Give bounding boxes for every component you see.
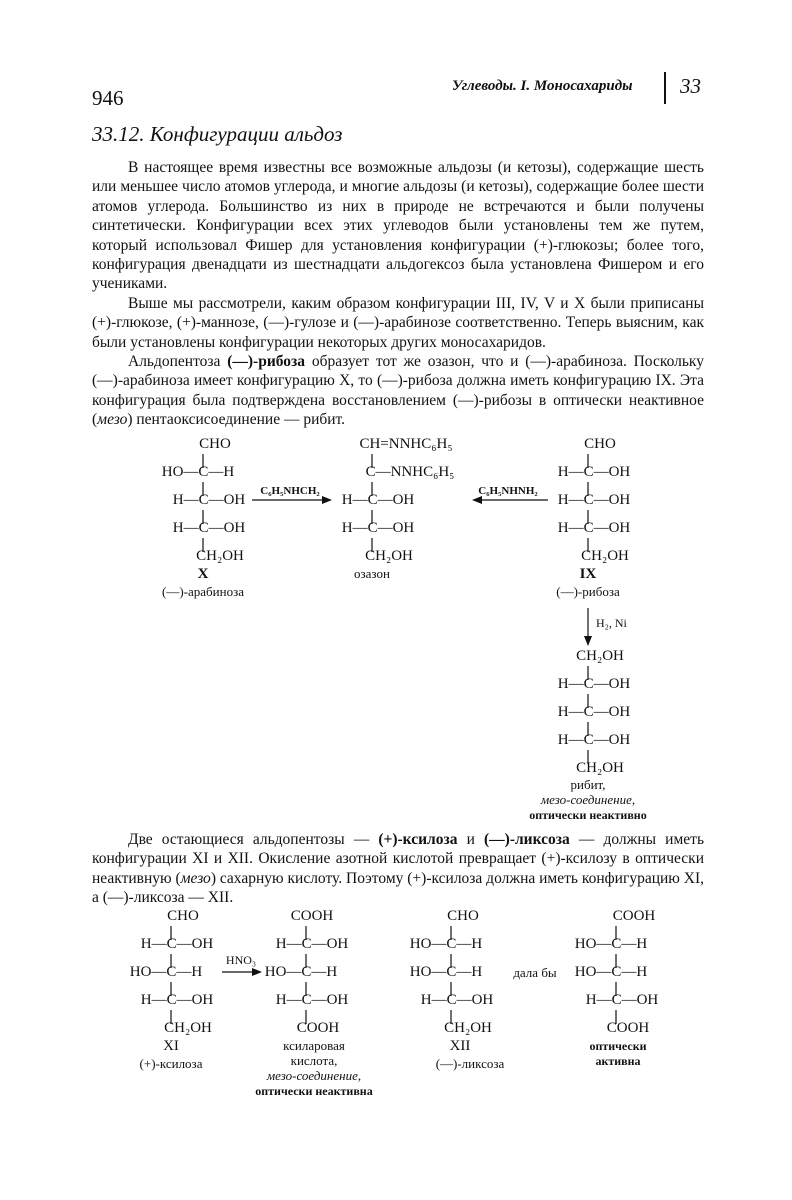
ribitol-caption-1: рибит, — [570, 777, 606, 792]
ribose-row-5: CH₂OH — [581, 548, 629, 564]
chapter-number: 33 — [680, 74, 701, 98]
ribitol-row-2: H—C—OH — [557, 676, 631, 692]
ribitol-caption-3: оптически неактивно — [529, 808, 647, 822]
body-text-bottom — [92, 830, 704, 908]
p3-text-3: ) пентаоксисоединение — рибит. — [127, 411, 346, 429]
lyxose-row-1: CHO — [447, 908, 479, 924]
ribitol-row-4: H—C—OH — [557, 732, 631, 748]
p3-meso: мезо — [97, 411, 128, 429]
ribose-row-3: H—C—OH — [557, 492, 631, 508]
p3-text-1: Альдопентоза — [128, 353, 228, 371]
p4-text-4: ) сахарную кислоту. Поэтому (+)-ксилоза должна иметь конфигурацию XI, а (—)-ликсоза — XII. — [92, 869, 704, 907]
osazone-row-4: H—C—OH — [341, 520, 415, 536]
ribose-row-1: CHO — [584, 436, 616, 452]
xylaric-caption-4: оптически неактивна — [255, 1084, 373, 1098]
lyxose-formula — [410, 908, 505, 1071]
p3-ribose-term: (—)-рибоза — [227, 353, 306, 371]
ribose-formula — [556, 436, 630, 599]
p4-text-1: Две остающиеся альдопентозы — — [128, 831, 379, 848]
osazone-formula — [342, 436, 455, 581]
osazone-row-1: CH=NNHC₆H₅ — [359, 436, 453, 452]
page-number: 946 — [92, 86, 124, 110]
arabinose-formula — [162, 436, 246, 599]
osazone-name: озазон — [354, 566, 390, 581]
lyxose-row-3: HO—C—H — [409, 964, 483, 980]
xylose-row-5: CH₂OH — [164, 1020, 212, 1036]
xylose-row-4: H—C—OH — [140, 992, 214, 1008]
lyxaric-caption-1: оптически — [589, 1039, 647, 1053]
lyxose-row-2: HO—C—H — [409, 936, 483, 952]
paragraph-4 — [92, 830, 704, 908]
arabinose-row-2: HO—C—H — [161, 464, 235, 480]
osazone-row-3: H—C—OH — [341, 492, 415, 508]
lyxose-row-4: H—C—OH — [420, 992, 494, 1008]
ribitol-caption-2: мезо-соединение, — [540, 792, 636, 807]
running-title: Углеводы. I. Моносахариды — [452, 78, 633, 94]
lyxaric-row-3: HO—C—H — [574, 964, 648, 980]
p4-xylose-term: (+)-ксилоза — [378, 831, 458, 848]
lyxose-name: (—)-ликсоза — [435, 1056, 505, 1071]
lyxaric-caption-2: активна — [595, 1054, 641, 1068]
ribose-name: (—)-рибоза — [556, 584, 620, 599]
would-give-label: дала бы — [513, 965, 557, 980]
ribose-numeral: IX — [579, 566, 597, 582]
lyxaric-acid-formula — [575, 908, 659, 1068]
ribitol-row-1: CH₂OH — [576, 648, 624, 664]
xylose-name: (+)-ксилоза — [139, 1056, 203, 1071]
reduction-reagent: H₂, Ni — [596, 616, 627, 630]
section-title: 33.12. Конфигурации альдоз — [92, 122, 343, 146]
xylaric-row-3: HO—C—H — [264, 964, 338, 980]
paragraph-2: Выше мы рассмотрели, каким образом конфигурации III, IV, V и X были приписаны (+)-глюкозе, (+)-маннозе, (—)-гулозе и (—)-арабинозе соответственно. Теперь выясним, как были установлены конфигурации некоторых других моносахаридов. — [92, 294, 704, 351]
xylaric-row-2: H—C—OH — [275, 936, 349, 952]
arabinose-row-5: CH₂OH — [196, 548, 244, 564]
lyxose-row-5: CH₂OH — [444, 1020, 492, 1036]
xylaric-caption-3: мезо-соединение, — [266, 1068, 362, 1083]
ribitol-row-3: H—C—OH — [557, 704, 631, 720]
ribitol-row-5: CH₂OH — [576, 760, 624, 776]
lyxaric-row-5: COOH — [606, 1020, 650, 1036]
lyxaric-row-2: HO—C—H — [574, 936, 648, 952]
p4-text-2: и — [457, 831, 484, 848]
lyxose-numeral: XII — [449, 1038, 471, 1054]
ribose-row-2: H—C—OH — [557, 464, 631, 480]
xylose-numeral: XI — [163, 1038, 179, 1054]
xylose-row-3: HO—C—H — [129, 964, 203, 980]
p3-text-2: образует тот же озазон, что и (—)-арабиноза. Поскольку (—)-арабиноза имеет конфигурацию X, то (—)-рибоза должна иметь конфигурацию IX. Эта конфигурация была подтверждена восстановлением (—)-рибозы в оптически неактивное ( — [92, 353, 704, 429]
lyxaric-row-4: H—C—OH — [585, 992, 659, 1008]
xylaric-row-1: COOH — [290, 908, 334, 924]
p4-meso: мезо — [180, 869, 211, 887]
arabinose-row-3: H—C—OH — [172, 492, 246, 508]
scheme-xylose-lyxose — [0, 902, 792, 1102]
xylaric-row-4: H—C—OH — [275, 992, 349, 1008]
body-text-top — [92, 158, 704, 430]
xylose-formula — [130, 908, 214, 1071]
xylose-row-2: H—C—OH — [140, 936, 214, 952]
oxidant-label: HNO₃ — [225, 953, 257, 967]
xylaric-caption-1: ксиларовая — [283, 1038, 345, 1053]
paragraph-3 — [92, 352, 704, 430]
arabinose-name: (—)-арабиноза — [162, 584, 244, 599]
lyxaric-row-1: COOH — [612, 908, 656, 924]
reagent-left: C₆H₅NHCH₂ — [260, 485, 320, 497]
arabinose-row-4: H—C—OH — [172, 520, 246, 536]
p4-text-3: — должны иметь конфигурации XI и XII. Окисление азотной кислотой превращает (+)-ксилозу в оптически неактивную ( — [92, 831, 705, 887]
xylaric-row-5: COOH — [296, 1020, 340, 1036]
osazone-row-5: CH₂OH — [365, 548, 413, 564]
xylaric-caption-2: кислота, — [290, 1053, 338, 1068]
paragraph-1: В настоящее время известны все возможные альдозы (и кетозы), содержащие шесть или меньшее число атомов углерода, и многие альдозы (и кетозы), содержащие более шести атомов углерода. Большинство из них в природе не встречаются и были получены синтетически. Конфигурации всех этих углеводов были установлены тем же путем, который использовал Фишер для установления конфигурации (+)-глюкозы; более того, конфигурация двенадцати из шестнадцати альдогексоз была установлена Фишером и его учениками. — [92, 159, 704, 293]
p4-lyxose-term: (—)-ликсоза — [484, 831, 570, 848]
scheme-arabinose-ribose — [0, 430, 792, 830]
xylaric-acid-formula — [255, 908, 372, 1098]
osazone-row-2: C—NNHC₆H₅ — [365, 464, 455, 480]
reagent-right: C₆H₅NHNH₂ — [478, 485, 538, 497]
arabinose-row-1: CHO — [199, 436, 231, 452]
ribitol-formula — [529, 648, 646, 822]
arabinose-numeral: X — [197, 566, 209, 582]
xylose-row-1: CHO — [167, 908, 199, 924]
ribose-row-4: H—C—OH — [557, 520, 631, 536]
header-rule — [664, 72, 666, 104]
